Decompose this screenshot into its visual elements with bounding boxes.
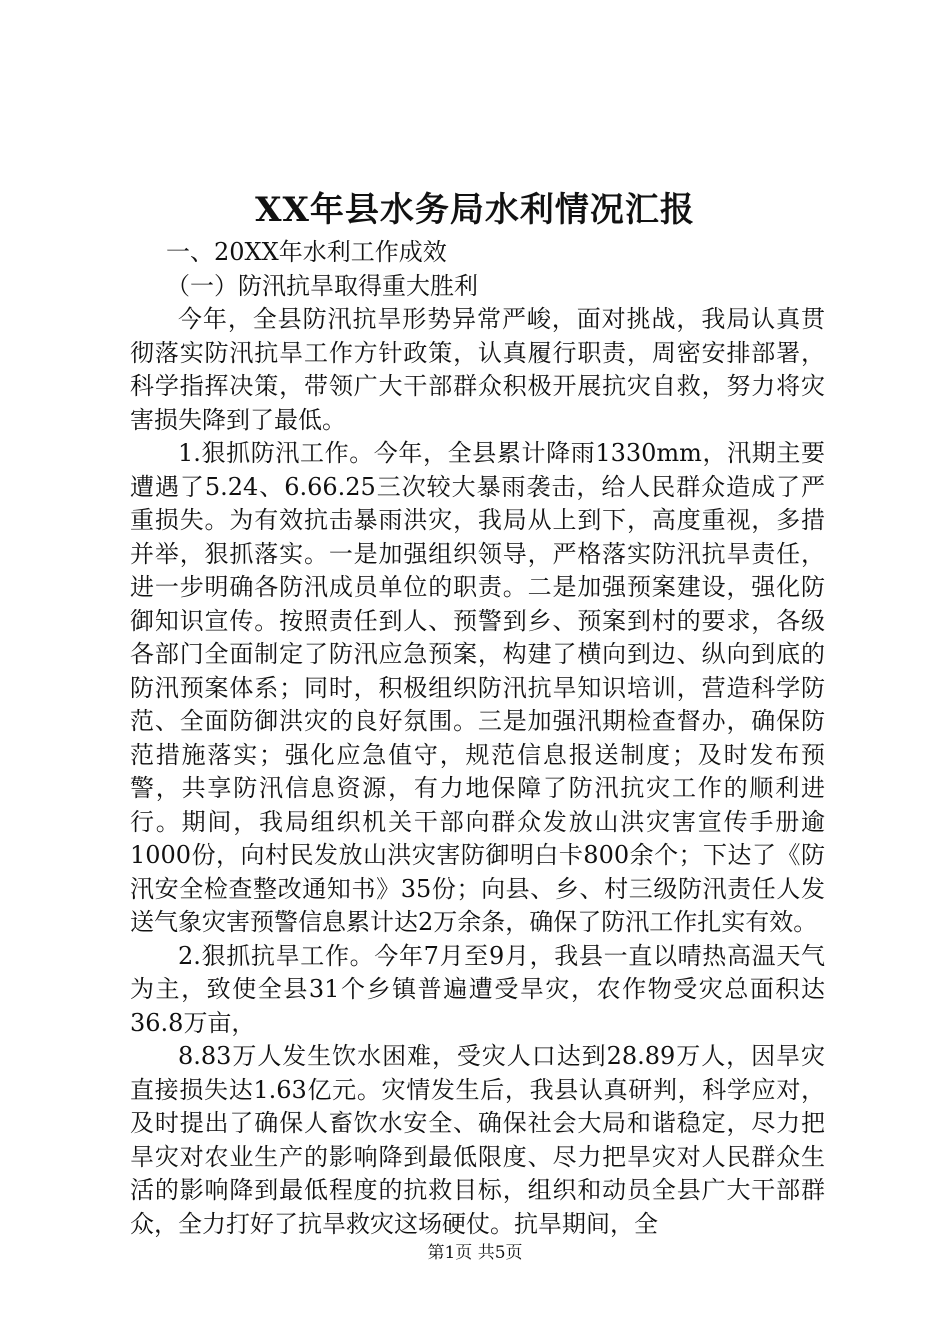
subsection-heading: （一）防汛抗旱取得重大胜利 <box>166 271 478 300</box>
section-heading: 一、20XX年水利工作成效 <box>166 238 447 266</box>
document-body <box>130 236 825 1241</box>
document-title: XX年县水务局水利情况汇报 <box>255 190 695 230</box>
paragraph: 1.狠抓防汛工作。今年，全县累计降雨1330mm，汛期主要遭遇了5.24、6.66.25三次较大暴雨袭击，给人民群众造成了严重损失。为有效抗击暴雨洪灾，我局从上到下，高度重视，多措并举，狠抓落实。一是加强组织领导，严格落实防汛抗旱责任，进一步明确各防汛成员单位的职责。二是加强预案建设，强化防御知识宣传。按照责任到人、预警到乡、预案到村的要求，各级各部门全面制定了防汛应急预案，构建了横向到边、纵向到底的防汛预案体系；同时，积极组织防汛抗旱知识培训，营造科学防范、全面防御洪灾的良好氛围。三是加强汛期检查督办，确保防范措施落实；强化应急值守，规范信息报送制度；及时发布预警，共享防汛信息资源，有力地保障了防汛抗灾工作的顺利进行。期间，我局组织机关干部向群众发放山洪灾害宣传手册逾1000份，向村民发放山洪灾害防御明白卡800余个；下达了《防汛安全检查整改通知书》35份；向县、乡、村三级防汛责任人发送气象灾害预警信息累计达2万余条，确保了防汛工作扎实有效。 <box>130 439 825 936</box>
paragraph: 8.83万人发生饮水困难，受灾人口达到28.89万人，因旱灾直接损失达1.63亿元。灾情发生后，我县认真研判，科学应对，及时提出了确保人畜饮水安全、确保社会大局和谐稳定，尽力把旱灾对农业生产的影响降到最低限度、尽力把旱灾对人民群众生活的影响降到最低程度的抗救目标，组织和动员全县广大干部群众，全力打好了抗旱救灾这场硬仗。抗旱期间，全 <box>130 1042 825 1238</box>
paragraph: 今年，全县防汛抗旱形势异常严峻，面对挑战，我局认真贯彻落实防汛抗旱工作方针政策，认真履行职责，周密安排部署，科学指挥决策，带领广大干部群众积极开展抗灾自救，努力将灾害损失降到了最低。 <box>130 305 825 434</box>
page-number: 第1页 共5页 <box>427 1243 523 1263</box>
paragraph: 2.狠抓抗旱工作。今年7月至9月，我县一直以晴热高温天气为主，致使全县31个乡镇普遍遭受旱灾，农作物受灾总面积达36.8万亩， <box>130 941 825 1037</box>
